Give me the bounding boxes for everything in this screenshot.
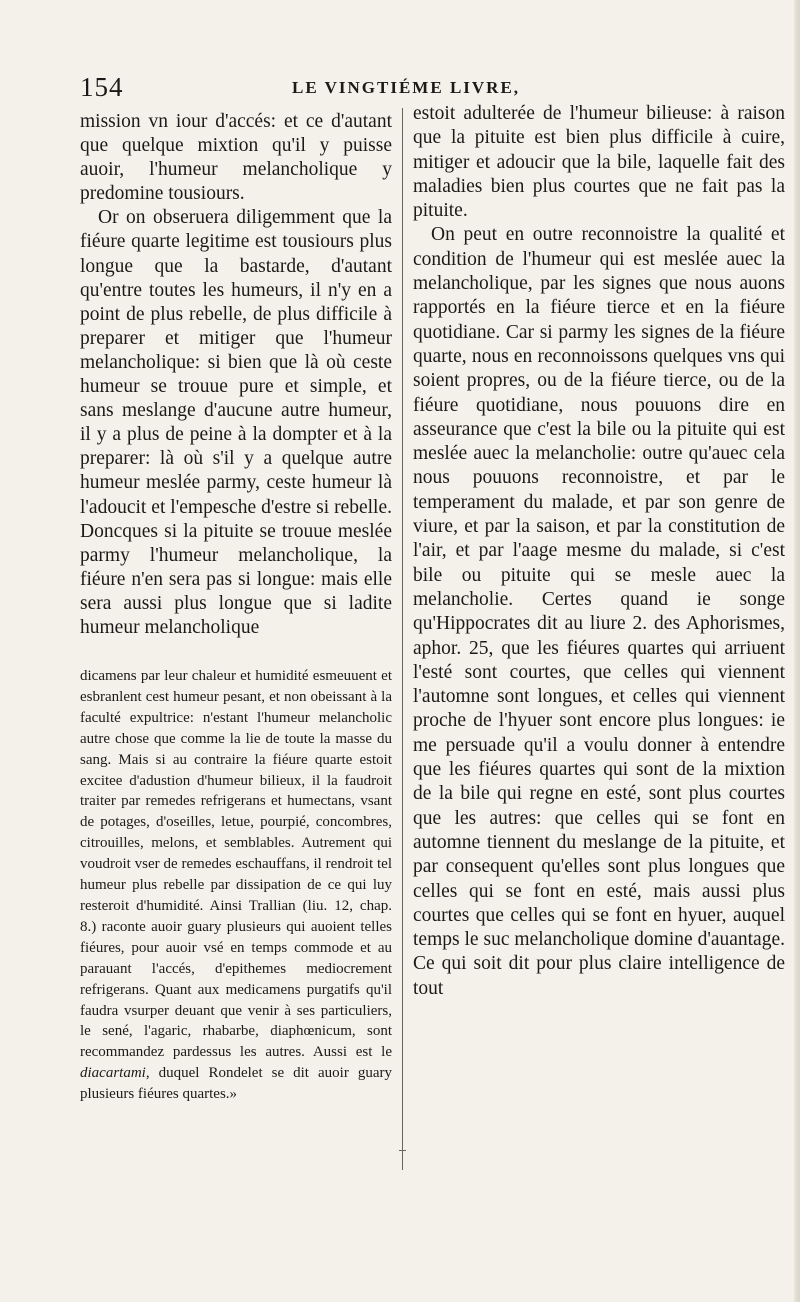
right-paragraph-2: On peut en outre reconnoistre la qualité et condition de l'humeur qui est meslée auec la melancholique, par les signes que nous auons rapportés en la fiéure tierce et en la fiéure quotidiane. Car si parmy les signes de la fiéure quarte, nous en reconnoissons quelques vns qui soient propres, ou de la fiéure tierce, ou de la fiéure quotidiane, nous pouuons dire en asseurance que c'est la bile ou la pituite qui est meslée auec la melancholie: outre qu'auec cela nous pouuons reconnoistre, et par le temperament du malade, et par son genre de viure, et par la saison, et par la constitution de l'air, et par l'aage mesme du malade, si c'est bile ou pituite qui se mesle auec la melancholie. Certes quand ie songe qu'Hippocrates dit au liure 2. des Aphorismes, aphor. 25, que les fiéures quartes qui arriuent l'esté sont courtes, que celles qui viennent l'automne sont longues, et celles qui viennent proche de l'hyuer sont encore plus longues: ie me persuade qu'il a voulu donner à entendre que les fiéures quartes qui sont de la mixtion de la bile qui regne en esté, sont plus courtes que les autres: que celles qui se font en automne tiennent du meslange de la pituite, et par consequent qu'elles sont plus longues que celles qui se font en esté, mais aussi plus courtes que celles qui se font en hyuer, auquel temps le suc melancholique domine d'auantage. Ce qui soit dit pour plus claire intelligence de tout: [413, 224, 785, 999]
page-number: 154: [80, 72, 124, 102]
column-divider: [402, 108, 403, 1170]
margin-note-paragraph: [80, 666, 392, 1105]
margin-note-text-2: , duquel Rondelet se dit auoir guary plusieurs fiéures quartes.»: [80, 1065, 392, 1103]
left-paragraph-1: mission vn iour d'accés: et ce d'autant que quelque mixtion qu'il y puisse auoir, l'humeur melancholique y predomine tousiours.: [80, 111, 392, 205]
running-title: LE VINGTIÉME LIVRE,: [292, 78, 521, 97]
left-paragraph-2: Or on obseruera diligemment que la fiéure quarte legitime est tousiours plus longue que la bastarde, d'autant qu'entre toutes les humeurs, il n'y en a point de plus rebelle, de plus difficile à preparer et mitiger que l'humeur melancholique: si bien que là où ceste humeur se trouue pure et simple, et sans meslange d'aucune autre humeur, il y a plus de peine à la dompter et à la preparer: là où s'il y a quelque autre humeur meslée parmy, ceste humeur là l'adoucit et l'empesche d'estre si rebelle. Doncques si la pituite se trouue meslée parmy l'humeur melancholique, la fiéure n'en sera pas si longue: mais elle sera aussi plus longue que si ladite humeur melancholique: [80, 207, 392, 638]
right-paragraph-1: estoit adulterée de l'humeur bilieuse: à raison que la pituite est bien plus difficile à cuire, mitiger et adoucir que la bile, laquelle fait des maladies bien plus courtes que ne fait pas la pituite.: [413, 103, 785, 222]
running-head: [80, 72, 780, 104]
margin-note-italic-term: diacartami: [80, 1065, 146, 1082]
margin-note-text-1: dicamens par leur chaleur et humidité esmeuuent et esbranlent cest humeur pesant, et non obeissant à la faculté expultrice: n'estant l'humeur melancholic autre chose que comme la lie de toute la masse du sang. Mais si au contraire la fiéure quarte estoit excitee d'adustion d'humeur bilieux, il la faudroit traiter par remedes refrigerans et humectans, vsant de potages, d'oseilles, letue, pourpié, concombres, citrouilles, melons, et semblables. Autrement qui voudroit vser de remedes eschauffans, il rendroit tel humeur plus rebelle par dissipation de ce qui luy resteroit d'humidité. Ainsi Trallian (liu. 12, chap. 8.) raconte auoir guary plusieurs qui auoient telles fiéures, pour auoir vsé en temps commode et au parauant l'accés, d'epithemes mediocrement refrigerans. Quant aux medicamens purgatifs qu'il faudra vsurper deuant que venir à ses particuliers, le sené, l'agaric, rhabarbe, diaphœnicum, sont recommandez pardessus les autres. Aussi est le: [80, 668, 392, 1061]
right-column-text: [413, 102, 785, 1001]
column-divider-end: [399, 1150, 406, 1151]
page-edge: [794, 0, 800, 1302]
margin-note: [80, 666, 392, 1105]
left-column-main-text: [80, 110, 392, 640]
